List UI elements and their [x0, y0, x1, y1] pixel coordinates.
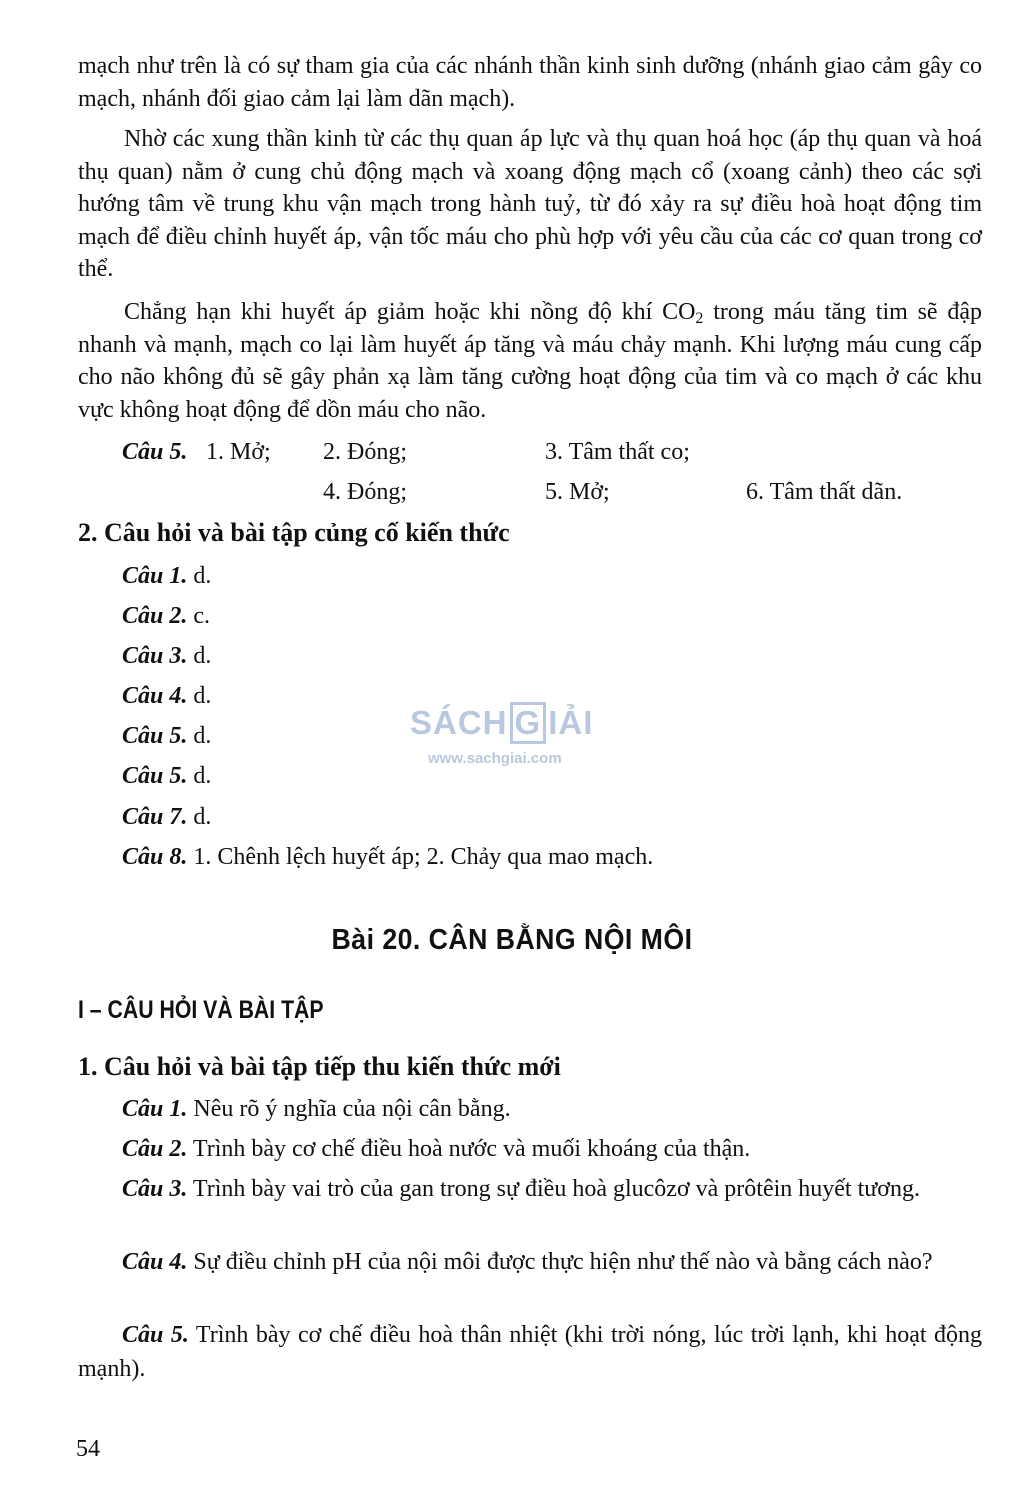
- watermark-url: www.sachgiai.com: [428, 750, 562, 767]
- watermark-text-right: IẢI: [548, 704, 594, 741]
- cau5-item-3: 3. Tâm thất co;: [545, 439, 690, 465]
- answer-item: Câu 5. d.: [122, 723, 212, 749]
- paragraph-3-part-1: Chẳng hạn khi huyết áp giảm hoặc khi nồng độ khí CO: [124, 299, 696, 325]
- question-item: Câu 2. Trình bày cơ chế điều hoà nước và muối khoáng của thận.: [122, 1136, 751, 1162]
- answer-item: Câu 5. d.: [122, 763, 212, 789]
- lesson-title: Bài 20. CÂN BẰNG NỘI MÔI: [331, 924, 693, 956]
- answer-item: Câu 3. d.: [122, 643, 212, 669]
- section-2-heading: 2. Câu hỏi và bài tập củng cố kiến thức: [78, 518, 510, 547]
- cau5-label: Câu 5.: [122, 439, 188, 465]
- watermark: [410, 702, 620, 798]
- paragraph-2: Nhờ các xung thần kinh từ các thụ quan áp lực và thụ quan hoá học (áp thụ quan và hoá thụ quan) nằm ở cung chủ động mạch và xoang động mạch cổ (xoang cảnh) theo các sợi hướng tâm về trung khu vận mạch trong hành tuỷ, từ đó xảy ra sự điều hoà hoạt động tim mạch để điều chỉnh huyết áp, vận tốc máu cho phù hợp với yêu cầu của các cơ quan trong cơ thể.: [78, 126, 982, 282]
- section-title: I – CÂU HỎI VÀ BÀI TẬP: [78, 996, 324, 1024]
- watermark-boxed-letter: G: [510, 702, 547, 744]
- question-item: Câu 5. Trình bày cơ chế điều hoà thân nhiệt (khi trời nóng, lúc trời lạnh, khi hoạt động mạnh).: [78, 1322, 983, 1382]
- answer-item: Câu 8. 1. Chênh lệch huyết áp; 2. Chảy qua mao mạch.: [122, 844, 654, 870]
- cau5-item-2: 2. Đóng;: [323, 439, 407, 465]
- paragraph-1: mạch như trên là có sự tham gia của các nhánh thần kinh sinh dưỡng (nhánh giao cảm gây co mạch, nhánh đối giao cảm lại làm dãn mạch).: [78, 53, 982, 112]
- cau5-item-4: 4. Đóng;: [323, 479, 407, 505]
- paragraph-3: [78, 296, 982, 426]
- cau5-item-6: 6. Tâm thất dãn.: [746, 479, 903, 505]
- answer-item: Câu 7. d.: [122, 804, 212, 830]
- cau5-item-1: 1. Mở;: [206, 439, 271, 465]
- answer-item: Câu 2. c.: [122, 603, 211, 629]
- cau5-item-5: 5. Mở;: [545, 479, 610, 505]
- question-item: Câu 1. Nêu rõ ý nghĩa của nội cân bằng.: [122, 1096, 511, 1122]
- paragraph-3-part-2: trong máu tăng tim sẽ đập nhanh và mạnh, mạch co lại làm huyết áp tăng và máu chảy mạnh. Khi lượng máu cung cấp cho não không đủ sẽ gây phản xạ làm tăng cường hoạt động của tim và co mạch ở các khu vực không hoạt động để dồn máu cho não.: [78, 299, 983, 423]
- co2-subscript: 2: [695, 310, 704, 327]
- answer-item: Câu 1. d.: [122, 563, 212, 589]
- answer-item: Câu 4. d.: [122, 683, 212, 709]
- question-item: Câu 3. Trình bày vai trò của gan trong sự điều hoà glucôzơ và prôtêin huyết tương.: [122, 1176, 920, 1202]
- subheading: 1. Câu hỏi và bài tập tiếp thu kiến thức mới: [78, 1052, 561, 1081]
- page-number: 54: [76, 1436, 100, 1462]
- watermark-text-left: SÁCH: [410, 704, 508, 741]
- question-item: Câu 4. Sự điều chỉnh pH của nội môi được thực hiện như thế nào và bằng cách nào?: [122, 1249, 933, 1275]
- watermark-logo: [410, 702, 620, 744]
